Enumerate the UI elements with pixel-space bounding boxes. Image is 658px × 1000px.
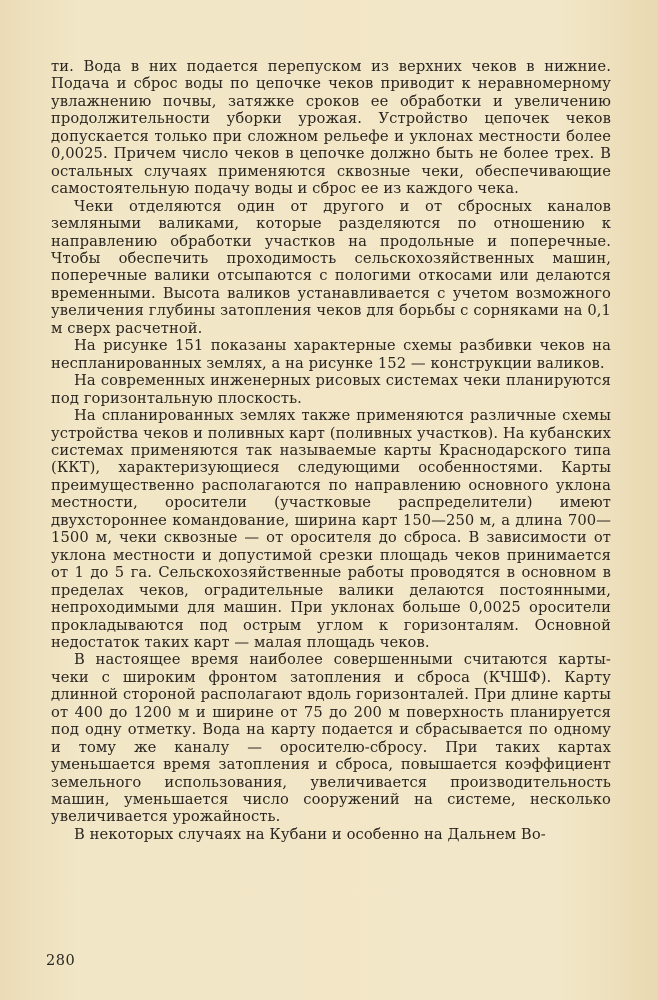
paragraph-7: В некоторых случаях на Кубани и особенно на Дальнем Во- xyxy=(74,825,546,843)
paragraph-5: На спланированных землях также применяются различные схемы устройства чеков и поливных карт (поливных участков). На кубанских системах применяются так называемые карты Краснодарского типа (ККТ), характеризующиеся следующими особенностями. Карты преимущественно располагаются по направлению основного уклона местности, оросители (участковые распределители) имеют двухстороннее командование, ширина карт 150—250 м, а длина 700—1500 м, чеки сквозные — от оросителя до сброса. В зависимости от уклона местности и допустимой срезки площадь чеков принимается от 1 до 5 га. Сельскохозяйственные работы проводятся в основном в пределах чеков, оградительные валики делаются постоянными, непроходимыми для машин. При уклонах больше 0,0025 оросители прокладываются под острым углом к горизонталям. Основной недостаток таких карт — малая площадь чеков. xyxy=(51,407,611,651)
body-text xyxy=(51,58,611,843)
paragraph-1: ти. Вода в них подается перепуском из верхних чеков в нижние. Подача и сброс воды по цепочке чеков приводит к неравномерному увлажнению почвы, затяжке сроков ее обработки и увеличению продолжительности уборки урожая. Устройство цепочек чеков допускается только при сложном рельефе и уклонах местности более 0,0025. Причем число чеков в цепочке должно быть не более трех. В остальных случаях применяются сквозные чеки, обеспечивающие самостоятельную подачу воды и сброс ее из каждого чека. xyxy=(51,58,611,198)
paragraph-3: На рисунке 151 показаны характерные схемы разбивки чеков на неспланированных землях, а на рисунке 152 — конструкции валиков. xyxy=(51,337,611,372)
paragraph-4: На современных инженерных рисовых системах чеки планируются под горизонтальную плоскость. xyxy=(51,372,611,407)
paragraph-6: В настоящее время наиболее совершенными считаются карты-чеки с широким фронтом затопления и сброса (КЧШФ). Карту длинной стороной располагают вдоль горизонталей. При длине карты от 400 до 1200 м и ширине от 75 до 200 м поверхность планируется под одну отметку. Вода на карту подается и сбрасывается по одному и тому же каналу — оросителю-сбросу. При таких картах уменьшается время затопления и сброса, повышается коэффициент земельного использования, увеличивается производительность машин, уменьшается число сооружений на системе, несколько увеличивается урожайность. xyxy=(51,651,611,826)
paragraph-2: Чеки отделяются один от другого и от сбросных каналов земляными валиками, которые разделяются по отношению к направлению обработки участков на продольные и поперечные. Чтобы обеспечить проходимость сельскохозяйственных машин, поперечные валики отсыпаются с пологими откосами или делаются временными. Высота валиков устанавливается с учетом возможного увеличения глубины затопления чеков для борьбы с сорняками на 0,1 м сверх расчетной. xyxy=(51,197,611,337)
page-number: 280 xyxy=(46,953,76,969)
